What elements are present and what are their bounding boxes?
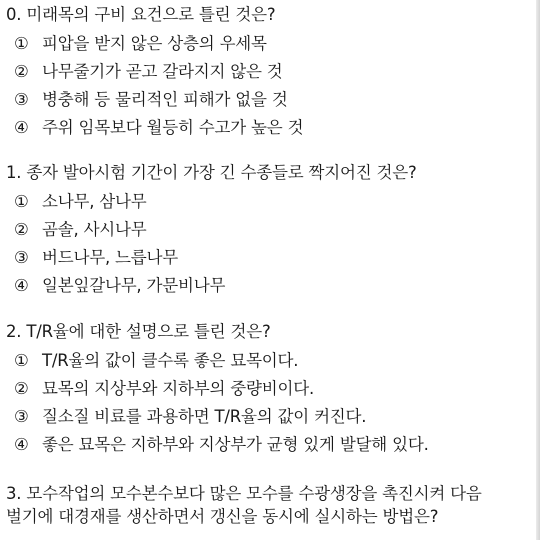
option-text: 나무줄기가 곧고 갈라지지 않은 것 bbox=[42, 62, 283, 81]
question-1-stem: 1. 종자 발아시험 기간이 가장 긴 수종들로 짝지어진 것은? bbox=[6, 163, 417, 182]
option-text: 소나무, 삼나무 bbox=[42, 192, 147, 211]
question-2-stem: 2. T/R율에 대한 설명으로 틀린 것은? bbox=[6, 322, 271, 341]
option-marker: ② bbox=[14, 220, 29, 239]
question-0-option-4 bbox=[14, 117, 303, 139]
option-text: 곰솔, 사시나무 bbox=[42, 220, 147, 239]
question-0-option-2 bbox=[14, 61, 283, 83]
question-2-option-2 bbox=[14, 378, 314, 400]
question-2-option-3 bbox=[14, 406, 366, 428]
question-1-option-4 bbox=[14, 275, 225, 297]
option-marker: ③ bbox=[14, 248, 29, 267]
option-marker: ① bbox=[14, 351, 29, 370]
option-text: 묘목의 지상부와 지하부의 중량비이다. bbox=[42, 379, 315, 398]
option-marker: ③ bbox=[14, 407, 29, 426]
option-marker: ③ bbox=[14, 90, 29, 109]
page-edge-divider bbox=[536, 0, 540, 540]
question-2-option-4 bbox=[14, 434, 429, 456]
question-0-stem: 0. 미래목의 구비 요건으로 틀린 것은? bbox=[6, 5, 276, 24]
option-text: 좋은 묘목은 지하부와 지상부가 균형 있게 발달해 있다. bbox=[42, 435, 429, 454]
option-marker: ④ bbox=[14, 276, 29, 295]
option-text: 일본잎갈나무, 가문비나무 bbox=[42, 276, 226, 295]
question-1-option-3 bbox=[14, 247, 178, 269]
option-text: 피압을 받지 않은 상층의 우세목 bbox=[42, 34, 267, 53]
option-marker: ④ bbox=[14, 435, 29, 454]
question-0-option-3 bbox=[14, 89, 288, 111]
option-text: 질소질 비료를 과용하면 T/R율의 값이 커진다. bbox=[42, 407, 367, 426]
option-text: 주위 임목보다 월등히 수고가 높은 것 bbox=[42, 118, 304, 137]
option-marker: ① bbox=[14, 34, 29, 53]
option-text: 병충해 등 물리적인 피해가 없을 것 bbox=[42, 90, 288, 109]
option-text: 버드나무, 느릅나무 bbox=[42, 248, 179, 267]
question-3-stem: 3. 모수작업의 모수본수보다 많은 모수를 수광생장을 촉진시켜 다음 벌기에 대경재를 생산하면서 갱신을 동시에 실시하는 방법은? bbox=[6, 484, 482, 526]
question-1-option-1 bbox=[14, 191, 147, 213]
question-0-option-1 bbox=[14, 33, 267, 55]
option-marker: ② bbox=[14, 379, 29, 398]
option-marker: ② bbox=[14, 62, 29, 81]
question-1-option-2 bbox=[14, 219, 147, 241]
option-marker: ④ bbox=[14, 118, 29, 137]
option-text: T/R율의 값이 클수록 좋은 묘목이다. bbox=[42, 351, 299, 370]
question-2-option-1 bbox=[14, 350, 298, 372]
option-marker: ① bbox=[14, 192, 29, 211]
